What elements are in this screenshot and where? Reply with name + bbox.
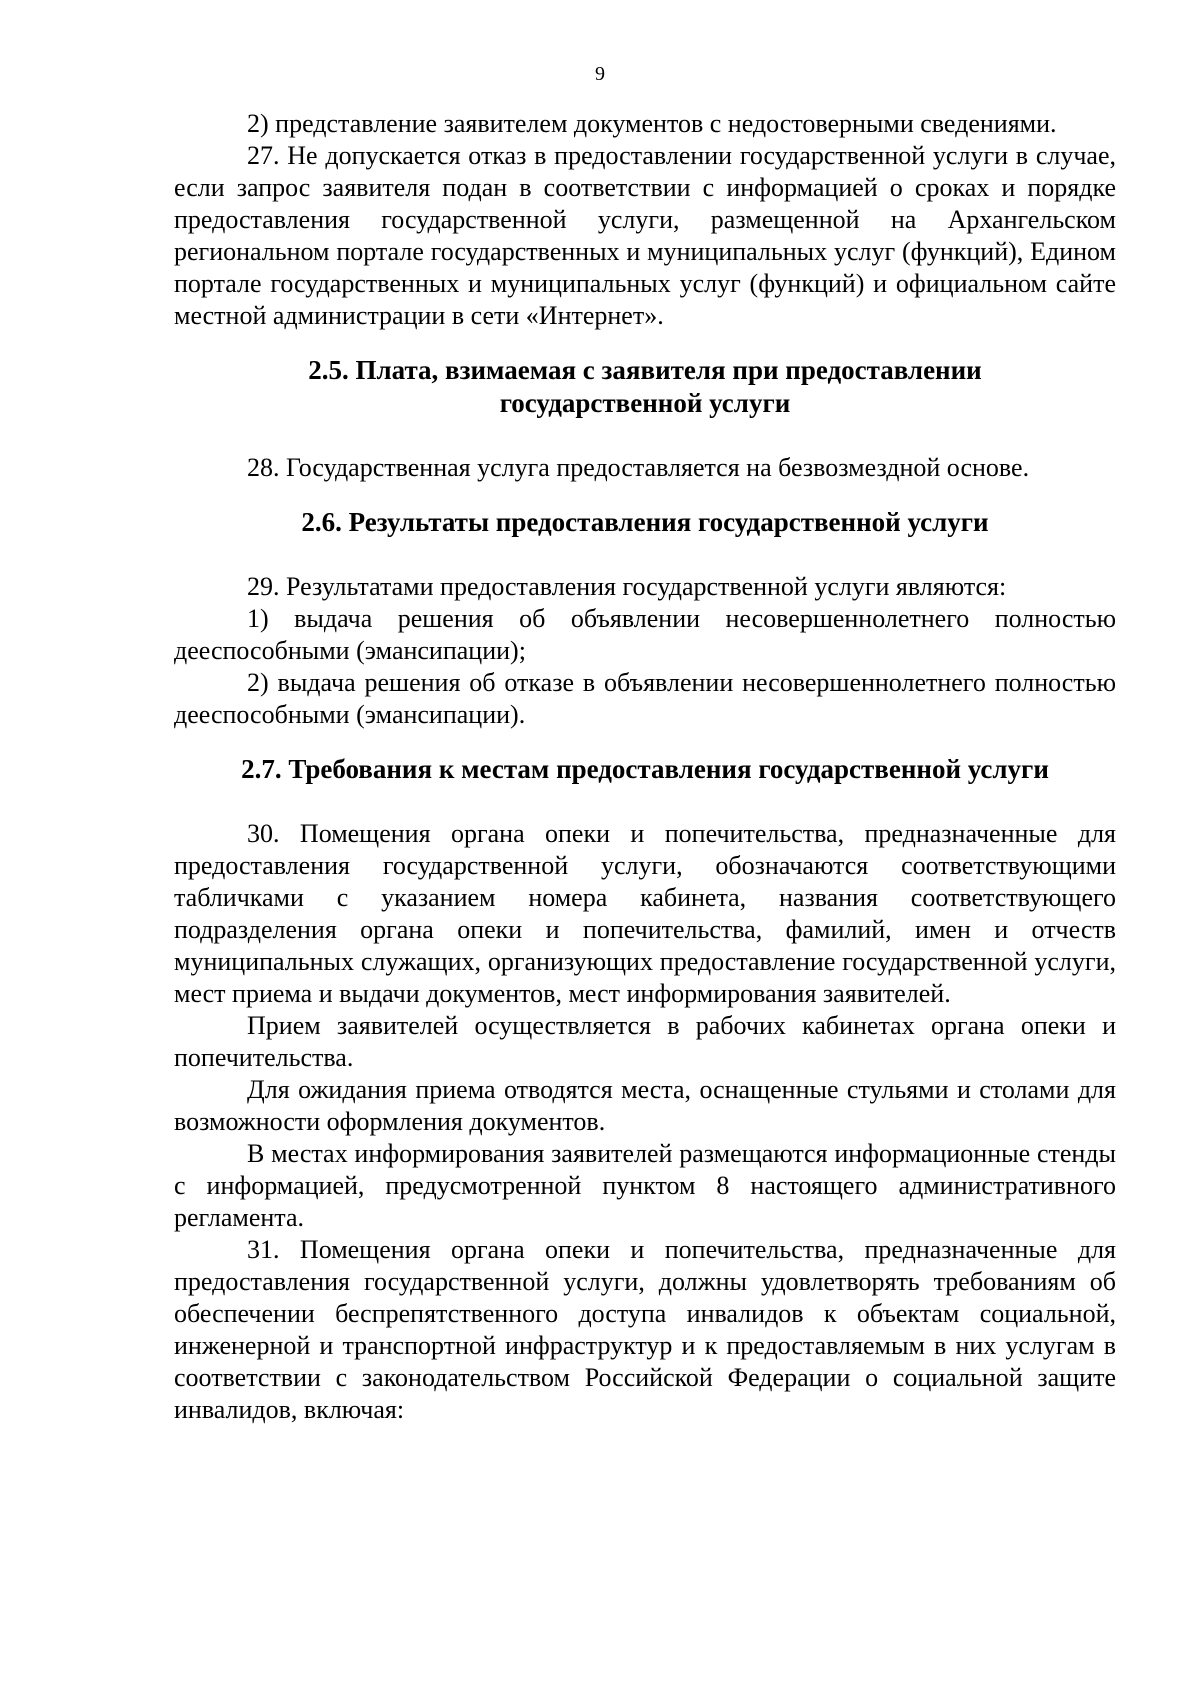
spacer	[174, 332, 1116, 354]
paragraph-29: 29. Результатами предоставления государственной услуги являются:	[247, 572, 1007, 601]
section-2-5-heading-line-2: государственной услуги	[499, 388, 791, 418]
paragraph-28: 28. Государственная услуга предоставляется на безвозмездной основе.	[247, 453, 1030, 482]
section-2-7-heading: 2.7. Требования к местам предоставления государственной услуги	[241, 754, 1049, 784]
paragraph-waiting: Для ожидания приема отводятся места, оснащенные стульями и столами для возможности оформления документов.	[174, 1075, 1116, 1136]
paragraph-reception: Прием заявителей осуществляется в рабочих кабинетах органа опеки и попечительства.	[174, 1011, 1116, 1072]
spacer	[174, 484, 1116, 506]
paragraph-info-stands: В местах информирования заявителей размещаются информационные стенды с информацией, предусмотренной пунктом 8 настоящего административного регламента.	[174, 1139, 1116, 1232]
page-number: 9	[595, 63, 605, 85]
section-2-5-heading	[174, 354, 1116, 420]
paragraph-30: 30. Помещения органа опеки и попечительства, предназначенные для предоставления государственной услуги, обозначаются соответствующими табличками с указанием номера кабинета, названия соответствующего подразделения органа опеки и попечительства, фамилий, имен и отчеств муниципальных служащих, организующих предоставление государственной услуги, мест приема и выдачи документов, мест информирования заявителей.	[174, 819, 1116, 1008]
spacer	[174, 420, 1116, 452]
section-2-5-heading-line-1: 2.5. Плата, взимаемая с заявителя при предоставлении	[308, 355, 982, 385]
paragraph-item-2-unreliable-info: 2) представление заявителем документов с недостоверными сведениями.	[247, 109, 1057, 138]
paragraph-29-item-2: 2) выдача решения об отказе в объявлении несовершеннолетнего полностью дееспособными (эмансипации).	[174, 668, 1116, 729]
document-body	[174, 108, 1116, 1426]
paragraph-27: 27. Не допускается отказ в предоставлении государственной услуги в случае, если запрос заявителя подан в соответствии с информацией о сроках и порядке предоставления государственной услуги, размещенной на Архангельском региональном портале государственных и муниципальных услуг (функций), Едином портале государственных и муниципальных услуг (функций) и официальном сайте местной администрации в сети «Интернет».	[174, 141, 1116, 330]
spacer	[174, 786, 1116, 818]
paragraph-31: 31. Помещения органа опеки и попечительства, предназначенные для предоставления государственной услуги, должны удовлетворять требованиям об обеспечении беспрепятственного доступа инвалидов к объектам социальной, инженерной и транспортной инфраструктур и к предоставляемым в них услугам в соответствии с законодательством Российской Федерации о социальной защите инвалидов, включая:	[174, 1235, 1116, 1424]
paragraph-29-item-1: 1) выдача решения об объявлении несовершеннолетнего полностью дееспособными (эмансипации);	[174, 604, 1116, 665]
spacer	[174, 731, 1116, 753]
spacer	[174, 539, 1116, 571]
section-2-6-heading: 2.6. Результаты предоставления государственной услуги	[301, 507, 989, 537]
